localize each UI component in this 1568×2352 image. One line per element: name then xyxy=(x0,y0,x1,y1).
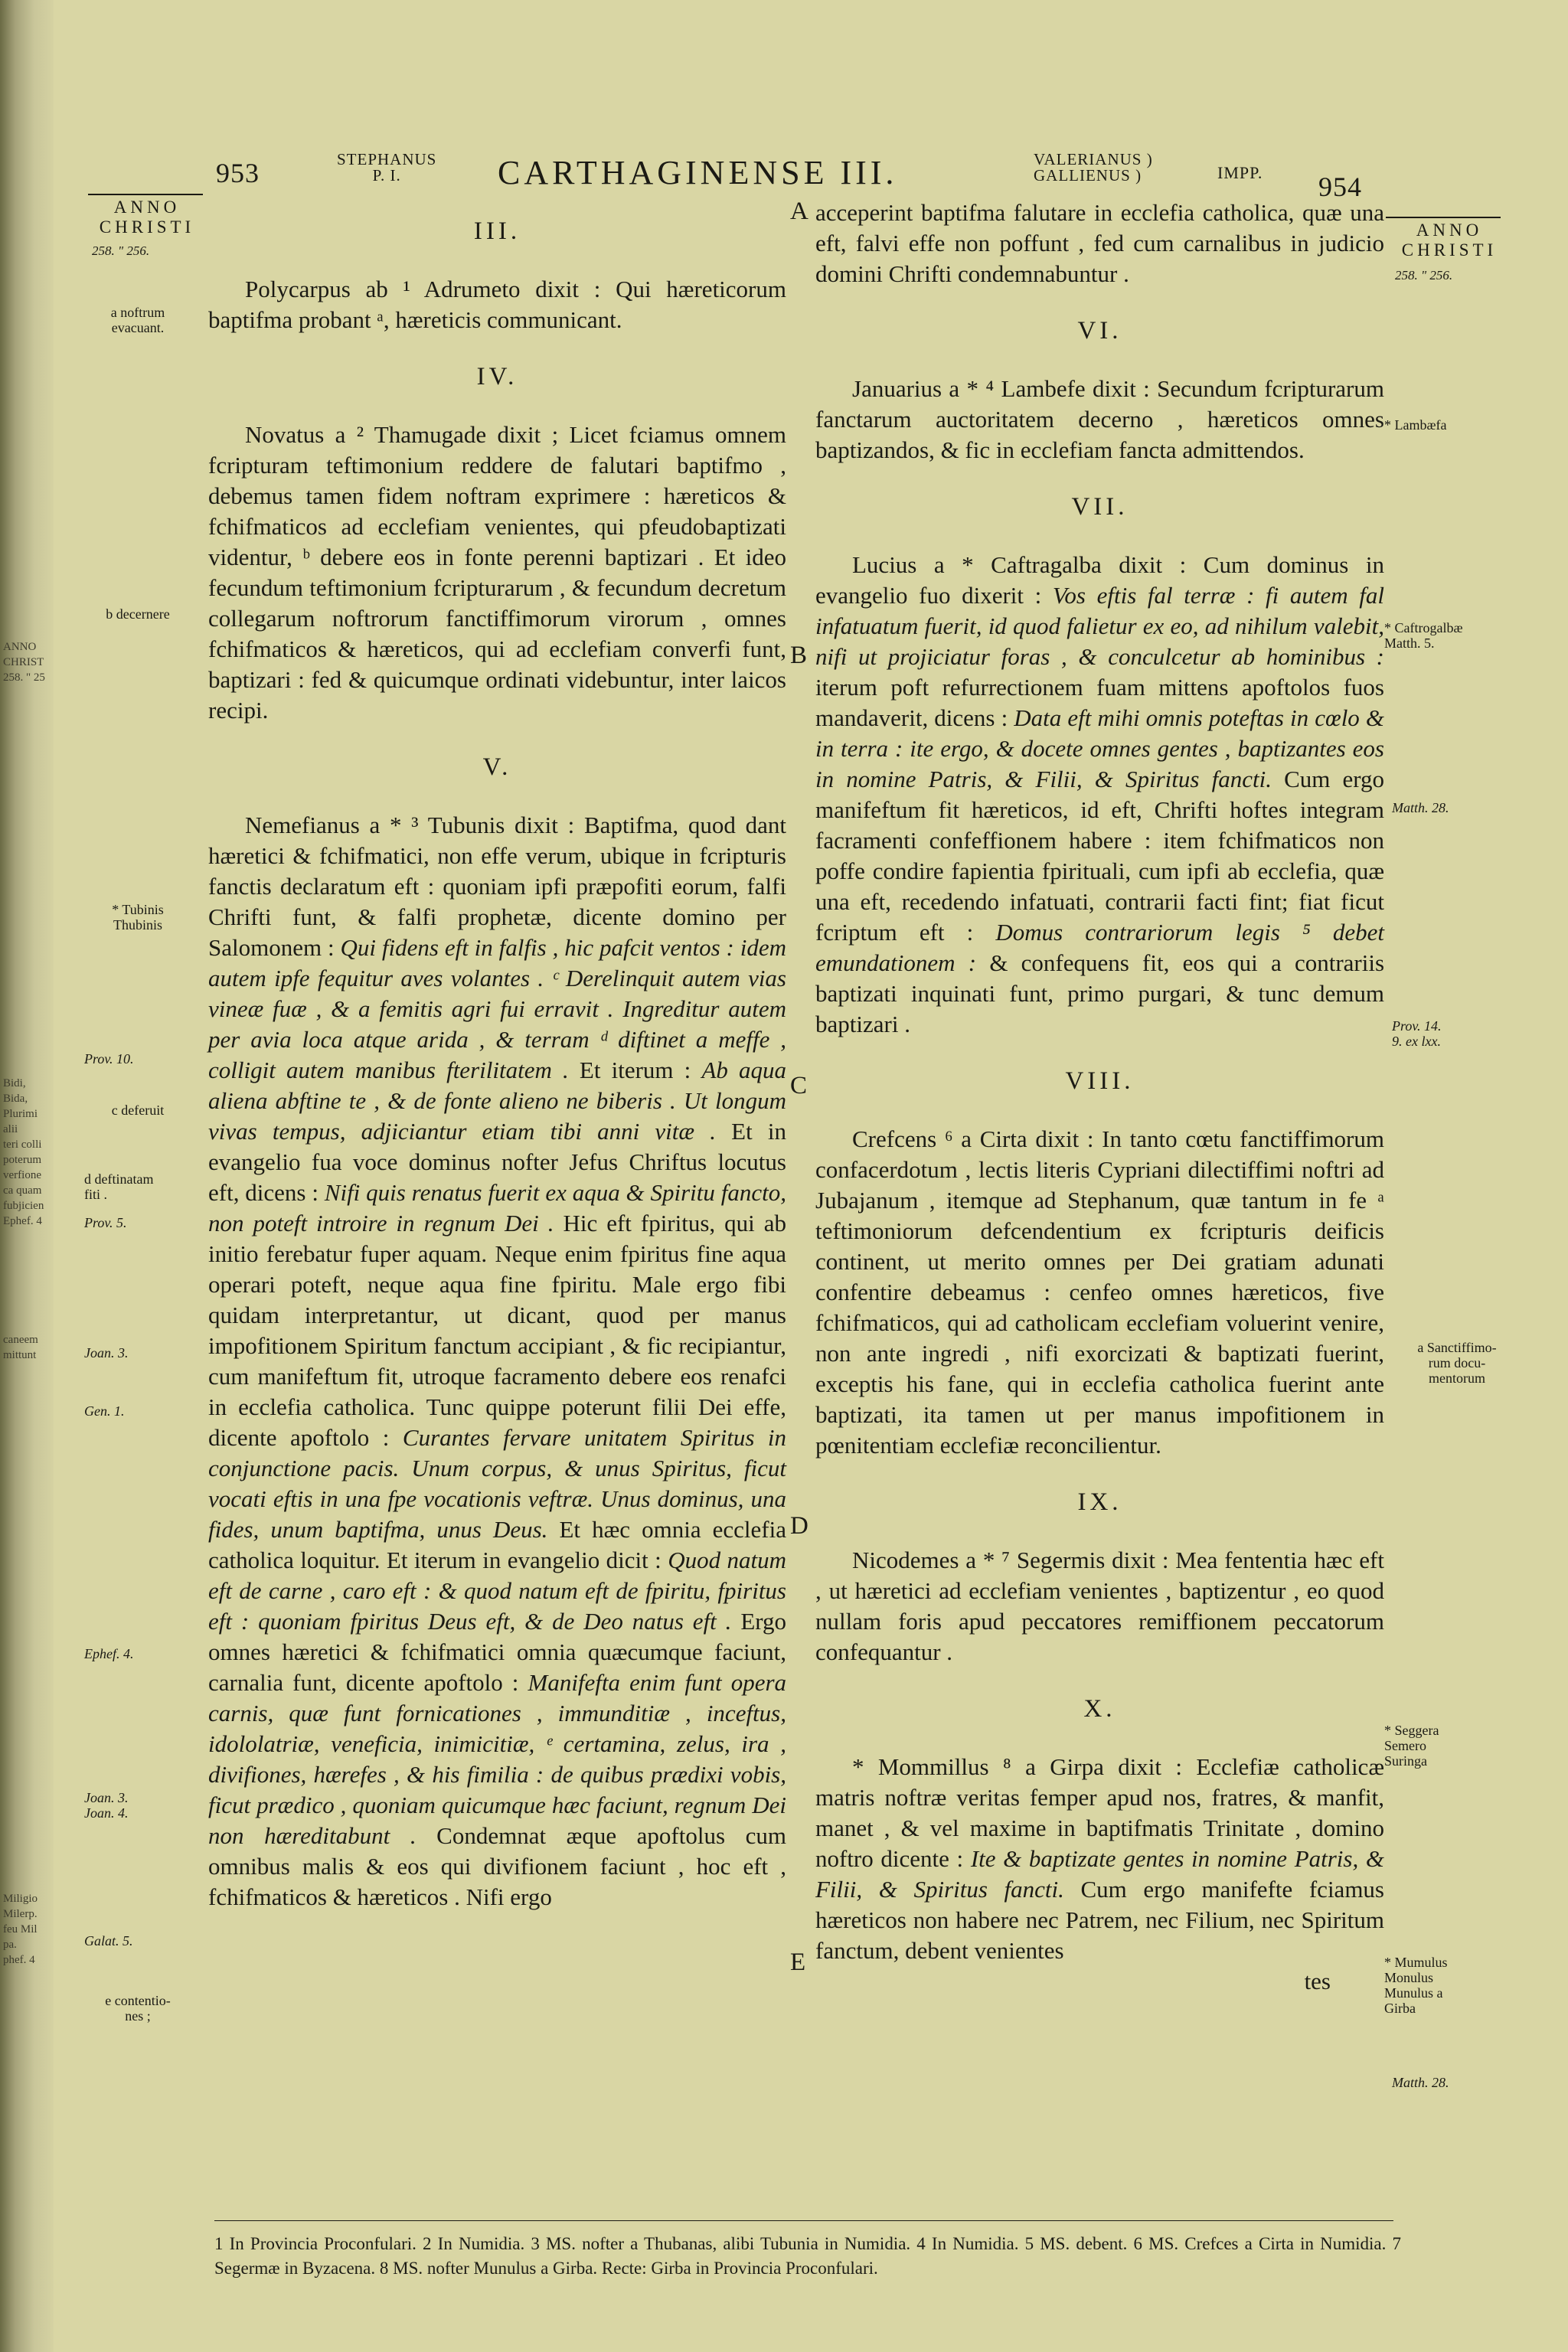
anno-years-left: 258. " 256. xyxy=(92,243,150,258)
header-impp: IMPP. xyxy=(1217,163,1263,182)
header-emperors: VALERIANUS ) GALLIENUS ) xyxy=(1034,150,1153,185)
section-heading-ix: IX. xyxy=(1077,1488,1122,1516)
section-heading-x: X. xyxy=(1083,1695,1116,1723)
facing-page-scrap-caneem: caneem mittunt xyxy=(3,1334,38,1361)
anno-rule-right xyxy=(1386,217,1501,218)
margin-note-seggera: * Seggera Semero Suringa xyxy=(1384,1723,1439,1769)
anno-rule-left xyxy=(88,194,203,195)
anno-christi-left: ANNO CHRISTI xyxy=(99,198,195,237)
catchword: tes xyxy=(1304,1968,1331,1994)
margin-note-d: d deftinatam fiti . xyxy=(84,1171,154,1202)
column-letter-d: D xyxy=(790,1512,808,1540)
section-heading-iv: IV. xyxy=(476,363,518,390)
section-heading-v: V. xyxy=(482,753,512,781)
margin-note-castrogalbae: * Caftrogalbæ Matth. 5. xyxy=(1384,620,1463,651)
header-pope: STEPHANUS P. I. xyxy=(337,150,437,185)
section-heading-iii: III. xyxy=(473,217,521,245)
margin-note-joan3: Joan. 3. xyxy=(84,1345,129,1361)
margin-note-gen1: Gen. 1. xyxy=(84,1403,125,1419)
column-letter-e: E xyxy=(790,1949,806,1976)
anno-christi-right: ANNO CHRISTI xyxy=(1401,220,1498,260)
facing-page-scrap-bottom: Miligio Milerp. feu Mil pa. phef. 4 xyxy=(3,1893,38,1966)
margin-note-matth28a: Matth. 28. xyxy=(1392,800,1449,815)
footnote-rule xyxy=(214,2220,1393,2221)
margin-note-ephes4: Ephef. 4. xyxy=(84,1646,134,1661)
margin-note-mumulus: * Mumulus Monulus Munulus a Girba xyxy=(1384,1955,1448,2016)
section-heading-vii: VII. xyxy=(1071,493,1129,521)
section-iii-text: Polycarpus ab ¹ Adrumeto dixit : Qui hæreticorum baptifma probant ᵃ, hæreticis communicant. xyxy=(208,276,786,333)
column-letter-a: A xyxy=(790,198,808,225)
section-vi-text: Januarius a * ⁴ Lambefe dixit : Secundum fcripturarum fanctarum auctoritatem decerno , hæreticos omnes baptizandos, & fic in ecclefiam fancta admittendos. xyxy=(815,375,1384,463)
left-column xyxy=(208,216,786,1913)
page-number-left: 953 xyxy=(216,158,260,188)
margin-note-e: e contentio- nes ; xyxy=(105,1993,171,2024)
column-letter-c: C xyxy=(790,1072,808,1099)
margin-note-a: a noftrum evacuant. xyxy=(110,305,165,335)
continuation-text: acceperint baptifma falutare in ecclefia catholica, quæ una eft, falvi effe non poffunt , fed cum carnalibus in judicio domini Chrifti condemnabuntur . xyxy=(815,199,1384,287)
margin-note-prov10: Prov. 10. xyxy=(84,1051,134,1067)
margin-note-prov14: Prov. 14. 9. ex lxx. xyxy=(1392,1018,1442,1049)
section-heading-viii: VIII. xyxy=(1065,1067,1135,1095)
column-letter-b: B xyxy=(790,642,808,669)
facing-page-scrap-notes: Bidi, Bida, Plurimi alii teri colli poterum verfione ca quam fubjicien Ephef. 4 xyxy=(3,1077,44,1227)
facing-page-scrap-anno: ANNO CHRIST 258. " 25 xyxy=(3,641,45,684)
section-viii-text: Crefcens ⁶ a Cirta dixit : In tanto cœtu fanctiffimorum confacerdotum , lectis literis Cypriani dilectiffimi noftri ad Jubajanum , itemque ad Stephanum, quæ tantum in fe ᵃ teftimoniorum defcendentium ex fcripturis deificis continent, ut merito omnes per Dei gratiam adunati confentire debeamus : cenfeo omnes hæreticos, five fchifmaticos, qui ad catholicam ecclefiam voluerint venire, non ante ingredi , nifi exorcizati & baptizati fuerint, exceptis his fane, qui in ecclefia catholica fuerint ante baptizati, ita tamen ut per manus impofitionem in pœnitentiam ecclefiæ reconcilientur. xyxy=(815,1125,1384,1459)
margin-note-tubinis: * Tubinis Thubinis xyxy=(112,902,164,933)
margin-note-matth28b: Matth. 28. xyxy=(1392,2075,1449,2090)
header-title: CARTHAGINENSE III. xyxy=(498,154,898,191)
section-vii-text: Lucius a * Caftragalba dixit : Cum dominus in evangelio fuo dixerit : Vos eftis fal terræ : fi autem fal infatuatum fuerit, id quod falietur ex eo, ad nihilum valebit, nifi ut projiciatur foras , & conculcetur ab hominibus : iterum poft refurrectionem fuam mittens apoftolos fuos mandaverit, dicens : Data eft mihi omnis poteftas in cœlo & in terra : ite ergo, & docete omnes gentes , baptizantes eos in nomine Patris, & Filii, & Spiritus fancti. Cum ergo manifeftum fit hæreticos, id eft, Chrifti hoftes integram facramenti confeffionem habere : item fchifmaticos non poffe condire fapientia fpirituali, cum ipfi ab ecclefia, quæ una eft, recedendo infatuati, contrarii facti fint; fiat ficut fcriptum eft : Domus contrariorum legis ⁵ debet emundationem : & confequens fit, eos qui a contrariis baptizati inquinati funt, primo purgari, & tunc demum baptizari . xyxy=(815,551,1385,1037)
margin-note-sanctissimorum: a Sanctiffimo- rum docu- mentorum xyxy=(1417,1340,1497,1386)
margin-note-lambaesa: * Lambæfa xyxy=(1384,417,1447,433)
margin-note-c: c deferuit xyxy=(111,1102,165,1118)
section-x-text: * Mommillus ⁸ a Girpa dixit : Ecclefiæ catholicæ matris noftræ veritas femper apud nos, fratres, & manfit, manet , & vel maxime in baptifmatis Trinitate , domino noftro dicente : Ite & baptizate gentes in nomine Patris, & Filii, & Spiritus fancti. Cum ergo manifefte fciamus hæreticos non habere nec Patrem, nec Filium, nec Spiritum fanctum, debent venientes xyxy=(815,1753,1384,1964)
right-column xyxy=(815,198,1384,1997)
section-heading-vi: VI. xyxy=(1077,317,1122,345)
margin-note-b: b decernere xyxy=(106,606,170,622)
footnotes: 1 In Provincia Proconfulari. 2 In Numidia. 3 MS. nofter a Thubanas, alibi Tubunia in Numidia. 4 In Numidia. 5 MS. debent. 6 MS. Crefces a Cirta in Numidia. 7 Segermæ in Byzacena. 8 MS. nofter Munulus a Girba. Recte: Girba in Provincia Proconfulari. xyxy=(214,2234,1401,2278)
anno-years-right: 258. " 256. xyxy=(1395,268,1453,283)
page-number-right: 954 xyxy=(1318,172,1362,202)
section-iv-text: Novatus a ² Thamugade dixit ; Licet fciamus omnem fcripturam teftimonium reddere de falutari baptifmo , debemus tamen fidem noftram exprimere : hæreticos & fchifmaticos ad ecclefiam venientes, qui pfeudobaptizati videntur, ᵇ debere eos in fonte perenni baptizari . Et ideo fecundum teftimonium fcripturarum , & fecundum decretum collegarum noftrorum fanctiffimorum virorum , omnes fchifmaticos & hæreticos, qui ad ecclefiam converfi funt, baptizari : fed & quicumque ordinati videbuntur, inter laicos recipi. xyxy=(208,421,786,724)
margin-note-joan34: Joan. 3. Joan. 4. xyxy=(84,1790,129,1821)
margin-note-prov5: Prov. 5. xyxy=(84,1215,127,1230)
section-v-text: Nemefianus a * ³ Tubunis dixit : Baptifma, quod dant hæretici & fchifmatici, non effe verum, ubique in fcripturis fanctis declaratum eft : quoniam ipfi præpofiti eorum, falfi Chrifti funt, & falfi prophetæ, dicente domino per Salomonem : Qui fidens eft in falfis , hic pafcit ventos : idem autem ipfe fequitur aves volantes . ᶜ Derelinquit autem vias vineæ fuæ , & a femitis agri fui erravit . Ingreditur autem per avia loca atque arida , & terram ᵈ diftinet a meffe , colligit autem manibus fterilitatem . Et iterum : Ab aqua aliena abftine te , & de fonte alieno ne biberis . Ut longum vivas tempus, adjiciantur etiam tibi anni vitæ . Et in evangelio fua voce dominus nofter Jefus Chriftus locutus eft, dicens : Nifi quis renatus fuerit ex aqua & Spiritu fancto, non poteft introire in regnum Dei . Hic eft fpiritus, qui ab initio ferebatur fuper aquam. Neque enim fpiritus fine aqua operari poteft, neque aqua fine fpiritu. Male ergo fibi quidam interpretantur, ut dicant, quod per manus impofitionem Spiritum fanctum accipiant , & fic recipiantur, cum manifeftum fit, utroque facramento debere eos renafci in ecclefia catholica. Tunc quippe poterunt filii Dei effe, dicente apoftolo : Curantes fervare unitatem Spiritus in conjunctione pacis. Unum corpus, & unus Spiritus, ficut vocati eftis in una fpe vocationis veftræ. Unus dominus, una fides, unum baptifma, unus Deus. Et hæc omnia ecclefia catholica loquitur. Et iterum in evangelio dicit : Quod natum eft de carne , caro eft : & quod natum eft de fpiritu, fpiritus eft : quoniam fpiritus Deus eft, & de Deo natus eft . Ergo omnes hæretici & fchifmatici omnia quæcumque faciunt, carnalia funt, dicente apoftolo : Manifefta enim funt opera carnis, quæ funt fornicationes , immunditiæ , inceftus, idololatriæ, veneficia, inimicitiæ, ᵉ certamina, zelus, ira , divifiones, hærefes , & his fimilia : de quibus prædixi vobis, ficut prædico , quoniam quicumque hæc faciunt, regnum Dei non hæreditabunt . Condemnat æque apoftolus cum omnibus malis & eos qui divifionem faciunt , hoc eft , fchifmaticos & hæreticos . Nifi ergo xyxy=(208,812,787,1910)
section-ix-text: Nicodemes a * ⁷ Segermis dixit : Mea fententia hæc eft , ut hæretici ad ecclefiam venientes , baptizentur , eo quod nullam foris apud peccatores remiffionem peccatorum confequantur . xyxy=(815,1547,1384,1665)
margin-note-galat5: Galat. 5. xyxy=(84,1933,133,1949)
